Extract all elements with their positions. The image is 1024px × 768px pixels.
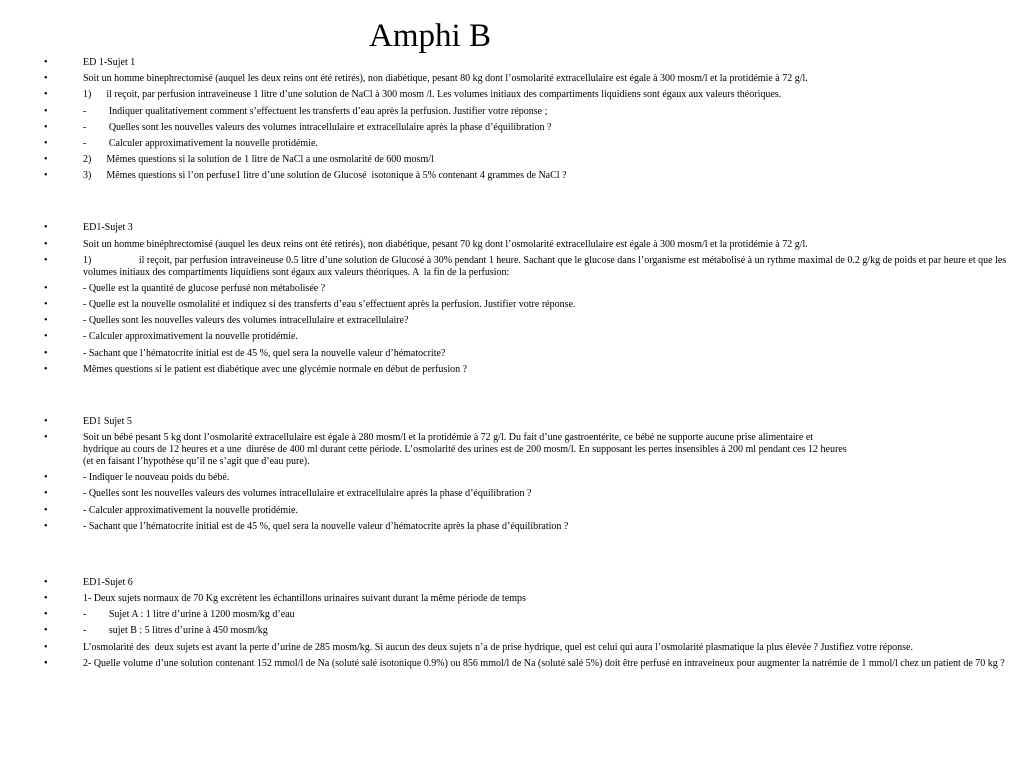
bullet-item — [44, 609, 1019, 621]
bullet-text: - Calculer approximativement la nouvelle protidémie. — [83, 137, 318, 149]
bullet-text: - Indiquer qualitativement comment s’effectuent les transferts d’eau après la perfusion. Justifier votre réponse ; — [83, 105, 548, 117]
bullet-item — [44, 472, 1019, 484]
bullet-item — [44, 154, 1019, 166]
bullet-item — [44, 89, 1019, 101]
bullet-text: - Calculer approximativement la nouvelle protidémie. — [83, 331, 298, 343]
bullet-item — [44, 658, 1019, 670]
bullet-item — [44, 299, 1019, 311]
bullet-item — [44, 331, 1019, 343]
bullet-text: ED1-Sujet 3 — [83, 222, 133, 234]
bullet-text: Soit un homme binephrectomisé (auquel les deux reins ont été retirés), non diabétique, pesant 80 kg dont l’osmolarité extracellulaire est égale à 300 mosm/l et la protidémie à 72 g/l. — [83, 73, 808, 85]
bullet-item — [44, 488, 1019, 500]
bullet-item — [44, 122, 1019, 134]
bullet-text: - sujet B : 5 litres d’urine à 450 mosm/kg — [83, 625, 268, 637]
bullet-text: 1) il reçoit, par perfusion intraveineuse 1 litre d’une solution de NaCl à 300 mosm /l. Les volumes initiaux des compartiments liquidiens sont égaux aux valeurs théoriques. — [83, 89, 782, 101]
bullet-item — [44, 138, 1019, 150]
bullet-item — [44, 239, 1019, 251]
bullet-text: L’osmolarité des deux sujets est avant la perte d’urine de 285 mosm/kg. Si aucun des deux sujets n’a de prise hydrique, quel est celui qui aura l’osmolarité plasmatique la plus élevée ? Justifiez votre réponse. — [83, 641, 913, 653]
bullet-text: Soit un homme binéphrectomisé (auquel les deux reins ont été retirés), non diabétique, pesant 70 kg dont l’osmolarité extracellulaire est égale à 300 mosm/l et la protidémie à 72 g/l. — [83, 238, 808, 250]
bullet-item — [44, 283, 1019, 295]
bullet-text: - Quelle est la nouvelle osmolalité et indiquez si des transferts d’eau s’effectuent après la perfusion. Justifier votre réponse. — [83, 299, 576, 311]
bullet-text: Soit un bébé pesant 5 kg dont l’osmolarité extracellulaire est égale à 280 mosm/l et la protidémie à 72 g/l. Du fait d’une gastroentérite, ce bébé ne supporte aucune prise alimentaire et hydrique au cours de 12 heures et a une diurèse de 400 ml durant cette période. L’osmolarité des urines est de 200 mosm/l. En supposant les pertes insensibles à 200 ml pendant ces 12 heures (et en faisant l’hypothèse qu’il ne s’agit que d’eau pure). — [83, 432, 847, 467]
bullet-item — [44, 432, 1019, 468]
bullet-text: - Calculer approximativement la nouvelle protidémie. — [83, 504, 298, 516]
bullet-item — [44, 222, 1019, 234]
slide-title: Amphi B — [369, 18, 491, 54]
bullet-text: - Sachant que l’hématocrite initial est de 45 %, quel sera la nouvelle valeur d’hématocrite? — [83, 347, 446, 359]
bullet-text: 2- Quelle volume d’une solution contenant 152 mmol/l de Na (soluté salé isotonique 0.9%) ou 856 mmol/l de Na (soluté salé 5%) doit être perfusé en intraveineux pour augmenter la natrémie de 1 mmol/l chez un patient de 70 kg ? — [83, 657, 1005, 669]
bullet-item — [44, 170, 1019, 182]
bullet-item — [44, 106, 1019, 118]
bullet-text: - Quelles sont les nouvelles valeurs des volumes intracellulaire et extracellulaire après la phase d’équilibration ? — [83, 121, 552, 133]
bullet-text: Mêmes questions si le patient est diabétique avec une glycémie normale en début de perfusion ? — [83, 363, 468, 375]
bullet-list — [44, 57, 1019, 674]
bullet-item — [44, 364, 1019, 376]
bullet-item — [44, 625, 1019, 637]
bullet-item — [44, 505, 1019, 517]
bullet-text: 3) Mêmes questions si l’on perfuse1 litre d’une solution de Glucosé isotonique à 5% contenant 4 grammes de NaCl ? — [83, 170, 567, 182]
bullet-text: ED1 Sujet 5 — [83, 415, 132, 427]
bullet-item — [44, 416, 1019, 428]
bullet-item — [44, 642, 1019, 654]
bullet-text: - Quelles sont les nouvelles valeurs des volumes intracellulaire et extracellulaire après la phase d’équilibration ? — [83, 488, 532, 500]
bullet-text: - Sujet A : 1 litre d’urine à 1200 mosm/kg d’eau — [83, 609, 295, 621]
bullet-item — [44, 255, 1019, 279]
bullet-text: 2) Mêmes questions si la solution de 1 litre de NaCl a une osmolarité de 600 mosm/l — [83, 154, 434, 166]
bullet-text: - Indiquer le nouveau poids du bébé. — [83, 472, 230, 484]
bullet-text: - Quelles sont les nouvelles valeurs des volumes intracellulaire et extracellulaire? — [83, 315, 409, 327]
bullet-text: - Quelle est la quantité de glucose perfusé non métabolisée ? — [83, 282, 326, 294]
bullet-item — [44, 348, 1019, 360]
bullet-item — [44, 593, 1019, 605]
bullet-item — [44, 73, 1019, 85]
bullet-text: 1- Deux sujets normaux de 70 Kg excrètent les échantillons urinaires suivant durant la même période de temps — [83, 592, 526, 604]
bullet-item — [44, 315, 1019, 327]
bullet-text: ED1-Sujet 6 — [83, 576, 133, 588]
bullet-item — [44, 521, 1019, 533]
bullet-text: - Sachant que l’hématocrite initial est de 45 %, quel sera la nouvelle valeur d’hématocrite après la phase d’équilibration ? — [83, 520, 569, 532]
bullet-item — [44, 57, 1019, 69]
bullet-text: 1) il reçoit, par perfusion intraveineuse 0.5 litre d’une solution de Glucosé à 30% pendant 1 heure. Sachant que le glucose dans l’organisme est métabolisé à un rythme maximal de 0.2 g/kg de poids et par heure et que les volumes initiaux des compartiments liquidiens sont égaux aux valeurs théoriques. A la fin de la perfusion: — [83, 254, 1009, 278]
bullet-text: ED 1-Sujet 1 — [83, 57, 136, 68]
bullet-item — [44, 577, 1019, 589]
